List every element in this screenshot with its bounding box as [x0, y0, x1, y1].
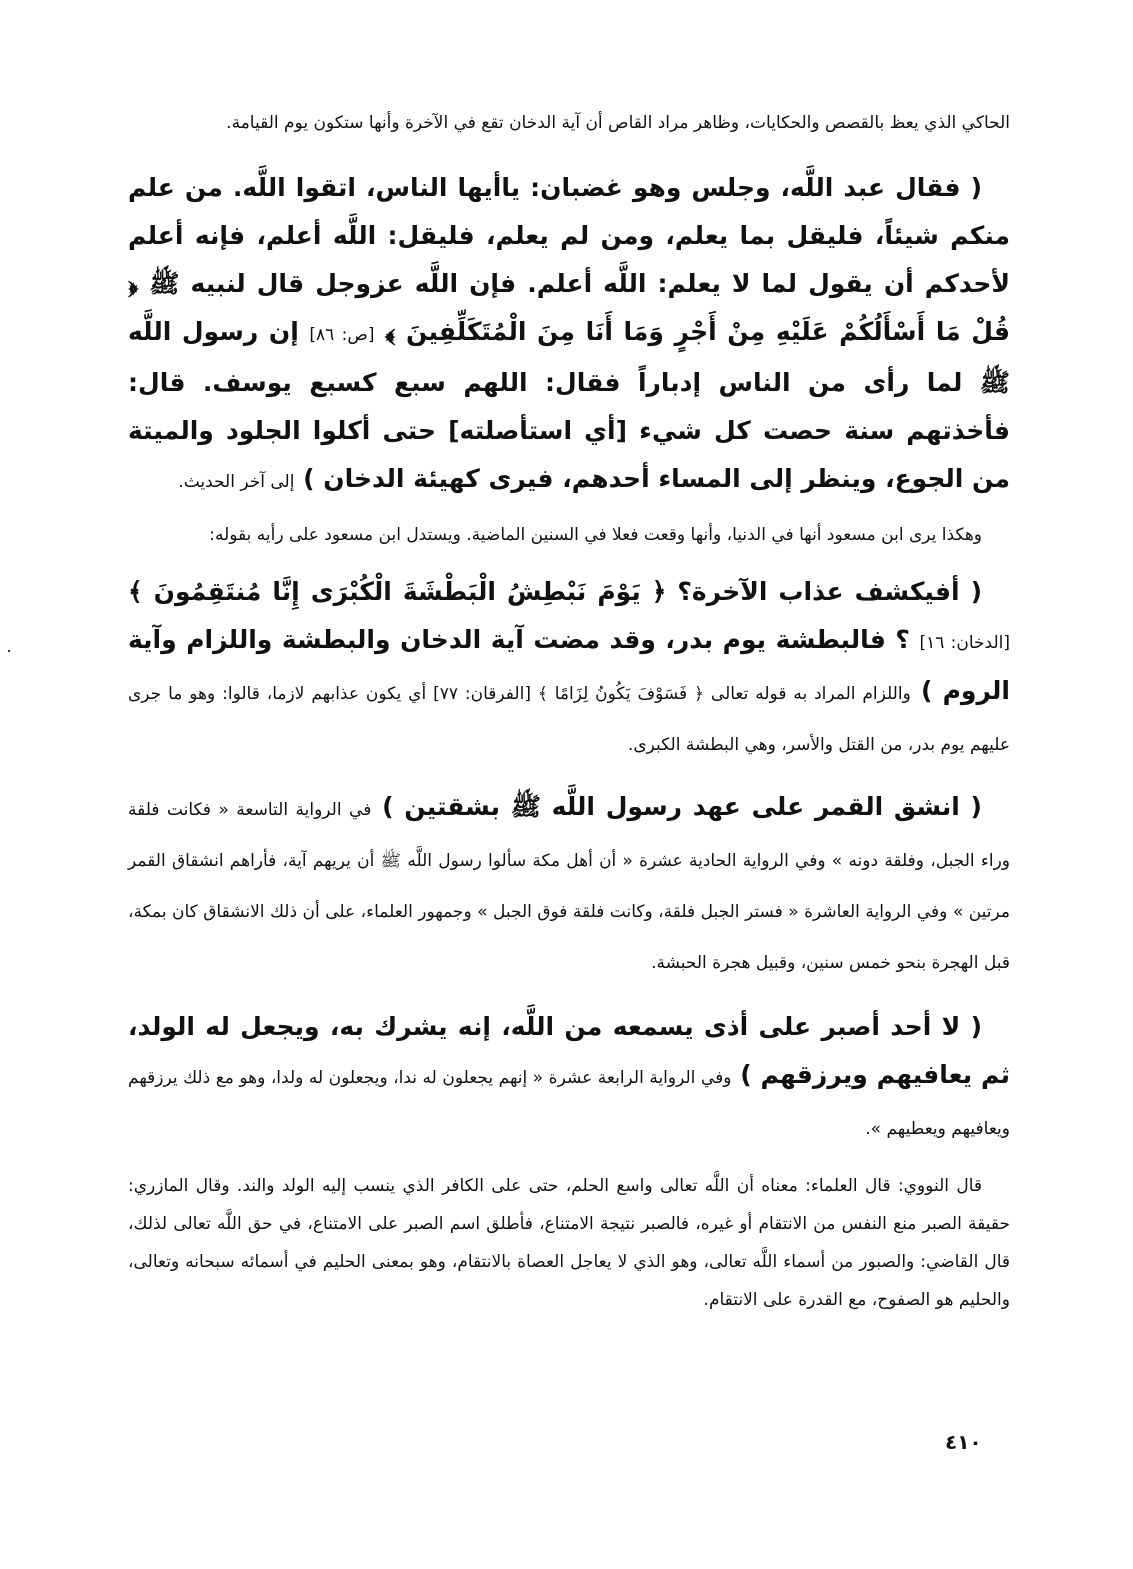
hadith-quote-continued: ؟ فالبطشة يوم بدر، وقد مضت آية الدخان والبطشة واللزام وآية الروم ): [128, 625, 1010, 705]
paragraph-moon-split: [128, 783, 1010, 987]
hadith-quote-continued: إن رسول اللَّه ﷺ لما رأى من الناس إدباراً فقال: اللهم سبع كسبع يوسف. قال: فأخذتهم سنة حصت كل شيء [أي استأصلته] حتى أكلوا الجلود والميتة من الجوع، وينظر إلى المساء أحدهم، فيرى كهيئة الدخان ): [128, 317, 1010, 493]
quran-reference: [ص: ٨٦]: [309, 325, 375, 345]
scan-margin-mark: [8, 650, 10, 652]
paragraph-intro: [128, 104, 1010, 142]
paragraph-patience: [128, 1003, 1010, 1153]
hadith-quote: ( فقال عبد اللَّه، وجلس وهو غضبان: ياأيها الناس، اتقوا اللَّه. من علم منكم شيئاً، فليقل بما يعلم، ومن لم يعلم، فليقل: اللَّه أعلم، فإنه أعلم لأحدكم أن يقول لما لا يعلم: اللَّه أعلم. فإن اللَّه عزوجل قال لنبيه ﷺ ﴿ قُلْ مَا أَسْأَلُكُمْ عَلَيْهِ مِنْ أَجْرٍ وَمَا أَنَا مِنَ الْمُتَكَلِّفِينَ ﴾: [128, 173, 1010, 346]
hadith-quote: ( لا أحد أصبر على أذى يسمعه من اللَّه، إنه يشرك به، ويجعل له الولد، ثم يعافيهم ويرزقهم ): [128, 1012, 1010, 1089]
page-number: ٤١٠: [945, 1430, 982, 1454]
quran-reference: [الدخان: ١٦]: [919, 633, 1010, 653]
commentary-text: إلى آخر الحديث.: [178, 472, 295, 492]
paragraph-hadith-ibn-masud: [128, 164, 1010, 506]
paragraph-text: الحاكي الذي يعظ بالقصص والحكايات، وظاهر مراد القاص أن آية الدخان تقع في الآخرة وأنها ستكون يوم القيامة.: [226, 113, 1010, 133]
document-page: [128, 104, 1010, 1319]
commentary-text: وفي الرواية الرابعة عشرة « إنهم يجعلون له ندا، ويجعلون له ولدا، وهو مع ذلك يرزقهم ويعافيهم ويعطيهم ».: [128, 1068, 1010, 1139]
hadith-quote: ( انشق القمر على عهد رسول اللَّه ﷺ بشقتين ): [382, 792, 982, 821]
commentary-text: في الرواية التاسعة « فكانت فلقة وراء الجبل، وفلقة دونه » وفي الرواية الحادية عشرة « أن أهل مكة سألوا رسول اللَّه ﷺ أن يريهم آية، فأراهم انشقاق القمر مرتين » وفي الرواية العاشرة « فستر الجبل فلقة، وكانت فلقة فوق الجبل » وجمهور العلماء، على أن ذلك الانشقاق كان بمكة، قبل الهجرة بنحو خمس سنين، وقبيل هجرة الحبشة.: [128, 800, 1010, 973]
paragraph-text: قال النووي: قال العلماء: معناه أن اللَّه تعالى واسع الحلم، حتى على الكافر الذي ينسب إليه الولد والند. وقال المازري: حقيقة الصبر منع النفس من الانتقام أو غيره، فالصبر نتيجة الامتناع، فأطلق اسم الصبر على الامتناع، في حق اللَّه تعالى لذلك، قال القاضي: والصبور من أسماء اللَّه تعالى، وهو الذي لا يعاجل العصاة بالانتقام، وهو بمعنى الحليم في أسمائه سبحانه وتعالى، والحليم هو الصفوح، مع القدرة على الانتقام.: [128, 1176, 1010, 1310]
paragraph-text: وهكذا يرى ابن مسعود أنها في الدنيا، وأنها وقعت فعلا في السنين الماضية. ويستدل ابن مسعود على رأيه بقوله:: [209, 525, 982, 545]
paragraph-batsha: [128, 568, 1010, 769]
hadith-quote: ( أفيكشف عذاب الآخرة؟ ﴿ يَوْمَ نَبْطِشُ الْبَطْشَةَ الْكُبْرَى إِنَّا مُنتَقِمُونَ ﴾: [128, 577, 982, 606]
commentary-text: واللزام المراد به قوله تعالى ﴿ فَسَوْفَ يَكُونُ لِزَامًا ﴾ [الفرقان: ٧٧] أي يكون عذابهم لازما، قالوا: وهو ما جرى عليهم يوم بدر، من القتل والأسر، وهي البطشة الكبرى.: [128, 684, 1010, 755]
paragraph-nawawi-commentary: [128, 1167, 1010, 1319]
paragraph-commentary-ibn-masud: [128, 516, 1010, 554]
